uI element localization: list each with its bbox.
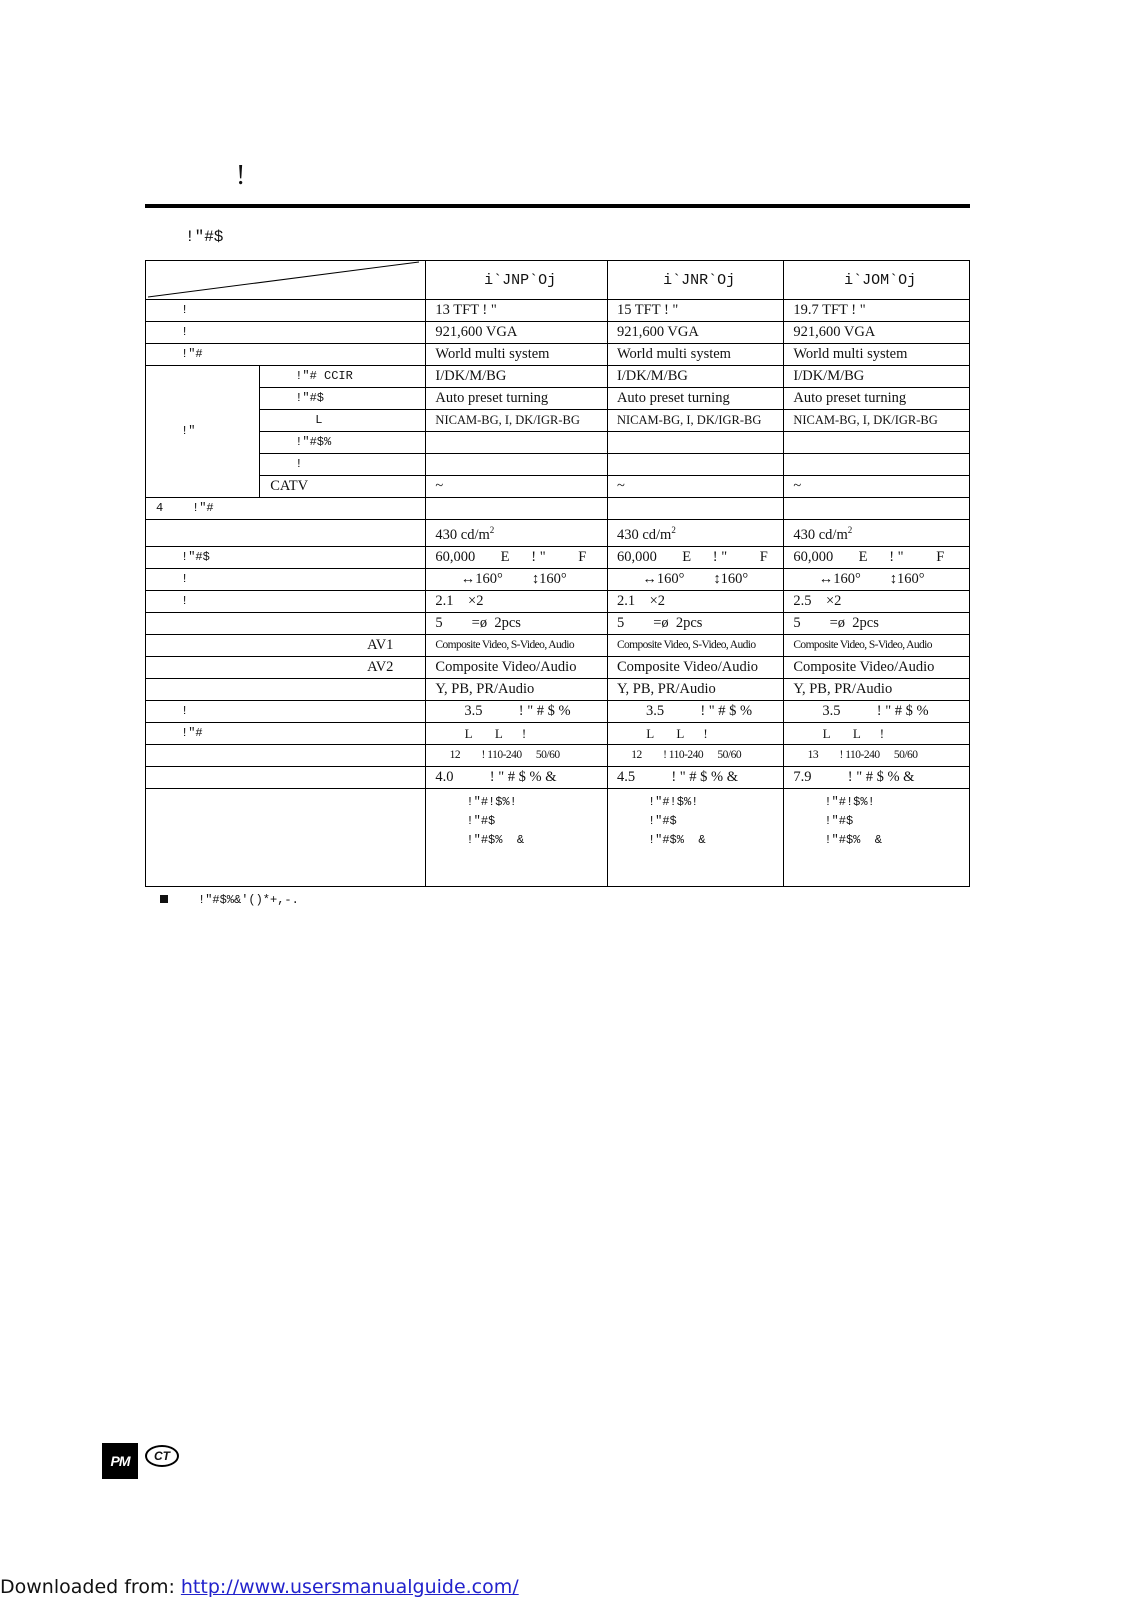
table-cell: NICAM-BG, I, DK/IGR-BG: [426, 410, 608, 432]
table-cell: 60,000 E ! " F: [426, 546, 608, 568]
row-sublabel: !: [260, 454, 426, 476]
row-sublabel: CATV: [260, 476, 426, 498]
table-cell: Y, PB, PR/Audio: [607, 678, 783, 700]
tv-group-label: !": [146, 366, 260, 498]
table-cell: 4.0 ! " # $ % &: [426, 766, 608, 788]
table-row: [146, 520, 970, 547]
accessories-cell: !"#!$%! !"#$ !"#$% &: [784, 788, 970, 886]
table-cell: 13 ! 110-240 50/60: [784, 744, 970, 766]
row-label: !: [146, 700, 426, 722]
table-row: [146, 766, 970, 788]
table-cell: ↔160° ↕160°: [426, 568, 608, 590]
page-heading: !: [236, 160, 246, 191]
row-sublabel: !"# CCIR: [260, 366, 426, 388]
row-label: [146, 520, 426, 547]
table-cell: [607, 454, 783, 476]
table-cell: 430 $cd/m^2$: [426, 520, 608, 547]
table-header-row: [146, 261, 970, 300]
table-row: [146, 700, 970, 722]
table-cell: L L !: [607, 722, 783, 744]
table-cell: 921,600 VGA: [607, 322, 783, 344]
table-cell: 2.1 ×2: [607, 590, 783, 612]
table-row: [146, 388, 970, 410]
table-cell: Composite Video, S-Video, Audio: [784, 634, 970, 656]
table-row: [146, 300, 970, 322]
specifications-table: [145, 260, 970, 887]
footnote: [160, 893, 299, 907]
table-row: [146, 322, 970, 344]
row-sublabel: !"#$: [260, 388, 426, 410]
table-cell: 2.5 ×2: [784, 590, 970, 612]
table-cell: 5 =ø 2pcs: [426, 612, 608, 634]
table-cell: [607, 432, 783, 454]
table-cell: ~: [607, 476, 783, 498]
row-label: [146, 766, 426, 788]
row-label: !"#: [146, 344, 426, 366]
footnote-text: !"#$%&'()*+,-.: [198, 893, 299, 907]
table-cell: World multi system: [607, 344, 783, 366]
table-cell: NICAM-BG, I, DK/IGR-BG: [607, 410, 783, 432]
table-row: [146, 678, 970, 700]
table-cell: World multi system: [784, 344, 970, 366]
table-cell: 430 $cd/m^2$: [784, 520, 970, 547]
table-cell: 921,600 VGA: [784, 322, 970, 344]
row-sublabel: L: [260, 410, 426, 432]
table-cell: 15 TFT ! ": [607, 300, 783, 322]
table-cell: [784, 432, 970, 454]
table-cell: World multi system: [426, 344, 608, 366]
table-cell: [607, 498, 783, 520]
pm-logo: PM: [102, 1443, 138, 1479]
table-cell: I/DK/M/BG: [426, 366, 608, 388]
table-cell: Composite Video/Audio: [426, 656, 608, 678]
row-label: !: [146, 322, 426, 344]
table-cell: 430 $cd/m^2$: [607, 520, 783, 547]
table-cell: 4.5 ! " # $ % &: [607, 766, 783, 788]
heading-rule: [145, 204, 970, 208]
download-link[interactable]: http://www.usersmanualguide.com/: [180, 1576, 519, 1598]
table-cell: I/DK/M/BG: [607, 366, 783, 388]
ct-logo: CT: [145, 1445, 179, 1467]
table-cell: 12 ! 110-240 50/60: [607, 744, 783, 766]
table-cell: 13 TFT ! ": [426, 300, 608, 322]
table-cell: ~: [784, 476, 970, 498]
table-row: [146, 498, 970, 520]
table-row: [146, 476, 970, 498]
table-row: [146, 744, 970, 766]
table-cell: 3.5 ! " # $ %: [607, 700, 783, 722]
row-sublabel: !"#$%: [260, 432, 426, 454]
table-cell: ~: [426, 476, 608, 498]
row-label: [146, 612, 426, 634]
table-cell: 5 =ø 2pcs: [607, 612, 783, 634]
table-row: [146, 568, 970, 590]
row-number: 4: [156, 501, 164, 515]
row-label: !: [146, 568, 426, 590]
table-cell: Composite Video, S-Video, Audio: [607, 634, 783, 656]
table-cell: Composite Video, S-Video, Audio: [426, 634, 608, 656]
table-row: [146, 656, 970, 678]
row-label: !"#$: [146, 546, 426, 568]
table-row: [146, 410, 970, 432]
section-subheading: !"#$: [185, 228, 224, 246]
model-header: i`JOM`Oj: [784, 261, 970, 300]
table-cell: ↔160° ↕160°: [607, 568, 783, 590]
table-cell: L L !: [784, 722, 970, 744]
table-cell: 921,600 VGA: [426, 322, 608, 344]
table-cell: NICAM-BG, I, DK/IGR-BG: [784, 410, 970, 432]
table-row: [146, 454, 970, 476]
table-row: [146, 612, 970, 634]
table-cell: 19.7 TFT ! ": [784, 300, 970, 322]
row-label: AV1: [146, 634, 426, 656]
row-label: AV2: [146, 656, 426, 678]
model-header: i`JNR`Oj: [607, 261, 783, 300]
table-cell: 60,000 E ! " F: [784, 546, 970, 568]
download-notice: [0, 1576, 519, 1598]
table-cell: 12 ! 110-240 50/60: [426, 744, 608, 766]
table-cell: 7.9 ! " # $ % &: [784, 766, 970, 788]
table-cell: [426, 498, 608, 520]
accessories-cell: !"#!$%! !"#$ !"#$% &: [426, 788, 608, 886]
table-row: [146, 722, 970, 744]
row-label-text: !"#: [192, 501, 214, 515]
table-row: [146, 634, 970, 656]
row-label: [146, 788, 426, 886]
table-cell: Y, PB, PR/Audio: [784, 678, 970, 700]
row-label: [146, 678, 426, 700]
table-cell: 2.1 ×2: [426, 590, 608, 612]
table-row: [146, 432, 970, 454]
row-label: !"#: [146, 722, 426, 744]
table-cell: 5 =ø 2pcs: [784, 612, 970, 634]
table-cell: Auto preset turning: [607, 388, 783, 410]
table-cell: [426, 454, 608, 476]
table-row: [146, 788, 970, 886]
accessories-cell: !"#!$%! !"#$ !"#$% &: [607, 788, 783, 886]
model-header: i`JNP`Oj: [426, 261, 608, 300]
table-cell: [784, 454, 970, 476]
table-cell: Auto preset turning: [784, 388, 970, 410]
table-cell: 3.5 ! " # $ %: [784, 700, 970, 722]
table-row: [146, 366, 970, 388]
download-prefix: Downloaded from:: [0, 1576, 181, 1598]
diagonal-divider: [146, 261, 421, 299]
table-cell: 3.5 ! " # $ %: [426, 700, 608, 722]
table-cell: Auto preset turning: [426, 388, 608, 410]
row-label: !: [146, 300, 426, 322]
header-corner-cell: [146, 261, 426, 300]
row-label: !: [146, 590, 426, 612]
table-cell: I/DK/M/BG: [784, 366, 970, 388]
table-cell: Composite Video/Audio: [784, 656, 970, 678]
row-label: [146, 498, 426, 520]
table-row: [146, 344, 970, 366]
square-bullet-icon: [160, 895, 168, 903]
table-cell: ↔160° ↕160°: [784, 568, 970, 590]
table-cell: 60,000 E ! " F: [607, 546, 783, 568]
table-cell: [426, 432, 608, 454]
table-row: [146, 546, 970, 568]
table-row: [146, 590, 970, 612]
table-cell: [784, 498, 970, 520]
table-cell: Composite Video/Audio: [607, 656, 783, 678]
table-cell: Y, PB, PR/Audio: [426, 678, 608, 700]
row-label: [146, 744, 426, 766]
table-cell: L L !: [426, 722, 608, 744]
